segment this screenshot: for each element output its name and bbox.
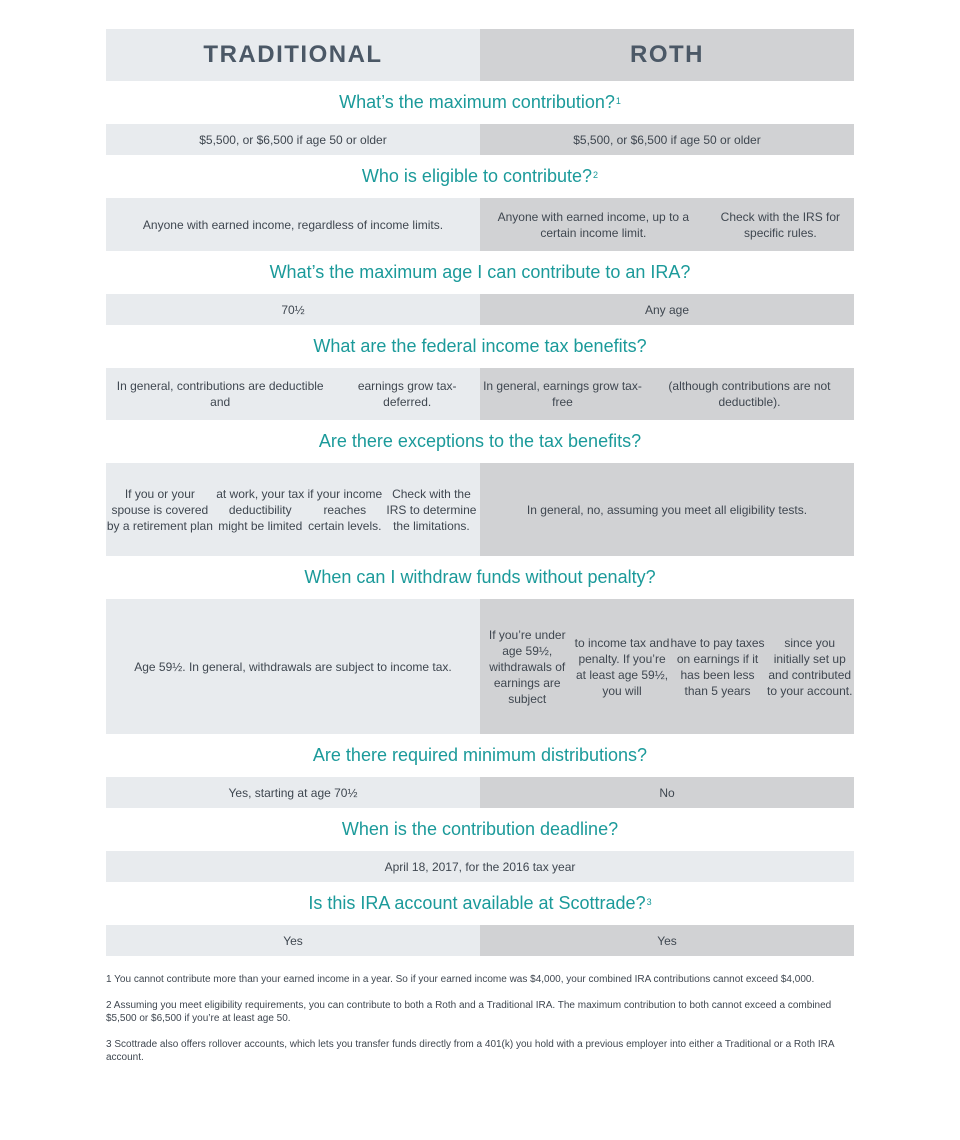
answer-row-eligibility bbox=[106, 198, 854, 251]
roth-answer: Yes bbox=[480, 925, 854, 956]
traditional-answer: In general, contributions are deductible and earnings grow tax-deferred. bbox=[106, 368, 480, 420]
roth-answer: Anyone with earned income, up to a certain income limit. Check with the IRS for specific rules. bbox=[480, 198, 854, 251]
question-withdraw: When can I withdraw funds without penalty? bbox=[304, 567, 656, 587]
traditional-answer: Yes bbox=[106, 925, 480, 956]
traditional-answer: $5,500, or $6,500 if age 50 or older bbox=[106, 124, 480, 155]
roth-header: ROTH bbox=[480, 29, 854, 81]
traditional-answer: Anyone with earned income, regardless of income limits. bbox=[106, 198, 480, 251]
question-max-contribution: What’s the maximum contribution? $^1$ bbox=[339, 92, 621, 112]
answer-row-deadline bbox=[106, 851, 854, 882]
answer-row-withdraw bbox=[106, 599, 854, 734]
answer-row-availability bbox=[106, 925, 854, 956]
traditional-answer: 70½ bbox=[106, 294, 480, 325]
answer-row-max-age bbox=[106, 294, 854, 325]
roth-answer: $5,500, or $6,500 if age 50 or older bbox=[480, 124, 854, 155]
combined-answer: April 18, 2017, for the 2016 tax year bbox=[106, 851, 854, 882]
answer-row-rmd bbox=[106, 777, 854, 808]
roth-answer: In general, earnings grow tax-free (although contributions are not deductible). bbox=[480, 368, 854, 420]
answer-row-max-contribution bbox=[106, 124, 854, 155]
answer-row-tax-benefits bbox=[106, 368, 854, 420]
roth-answer: No bbox=[480, 777, 854, 808]
table-header bbox=[106, 29, 854, 81]
roth-answer: Any age bbox=[480, 294, 854, 325]
footnote-3: 3 Scottrade also offers rollover accounts, which lets you transfer funds directly from a 401(k) you hold with a previous employer into either a Traditional or a Roth IRA account. bbox=[106, 1039, 834, 1063]
ira-comparison-table bbox=[106, 29, 854, 956]
footnote-2: 2 Assuming you meet eligibility requirements, you can contribute to both a Roth and a Traditional IRA. The maximum contribution to both cannot exceed a combined $5,500 or $6,500 if you’re at least age 50. bbox=[106, 1000, 832, 1024]
traditional-answer: Age 59½. In general, withdrawals are subject to income tax. bbox=[106, 599, 480, 734]
question-tax-benefits: What are the federal income tax benefits? bbox=[313, 336, 647, 356]
question-rmd: Are there required minimum distributions? bbox=[312, 745, 648, 765]
question-availability: Is this IRA account available at Scottrade? $^3$ bbox=[308, 893, 652, 913]
traditional-header: TRADITIONAL bbox=[106, 29, 480, 81]
footnotes bbox=[106, 973, 846, 1077]
question-max-age: What’s the maximum age I can contribute to an IRA? bbox=[269, 262, 691, 282]
roth-answer: If you’re under age 59½, withdrawals of earnings are subject to income tax and penalty. If you’re at least age 59½, you will have to pay taxes on earnings if it has been less than 5 years since you initially set up and contributed to your account. bbox=[480, 599, 854, 734]
answer-row-exceptions bbox=[106, 463, 854, 556]
traditional-answer: Yes, starting at age 70½ bbox=[106, 777, 480, 808]
question-eligibility: Who is eligible to contribute? $^2$ bbox=[361, 166, 599, 186]
question-exceptions: Are there exceptions to the tax benefits? bbox=[318, 431, 642, 451]
footnote-1: 1 You cannot contribute more than your earned income in a year. So if your earned income was $4,000, your combined IRA contributions cannot exceed $4,000. bbox=[106, 974, 815, 985]
roth-answer: In general, no, assuming you meet all eligibility tests. bbox=[480, 463, 854, 556]
question-deadline: When is the contribution deadline? bbox=[341, 819, 619, 839]
traditional-answer: If you or your spouse is covered by a retirement plan at work, your tax deductibility might be limited if your income reaches certain levels. Check with the IRS to determine the limitations. bbox=[106, 463, 480, 556]
